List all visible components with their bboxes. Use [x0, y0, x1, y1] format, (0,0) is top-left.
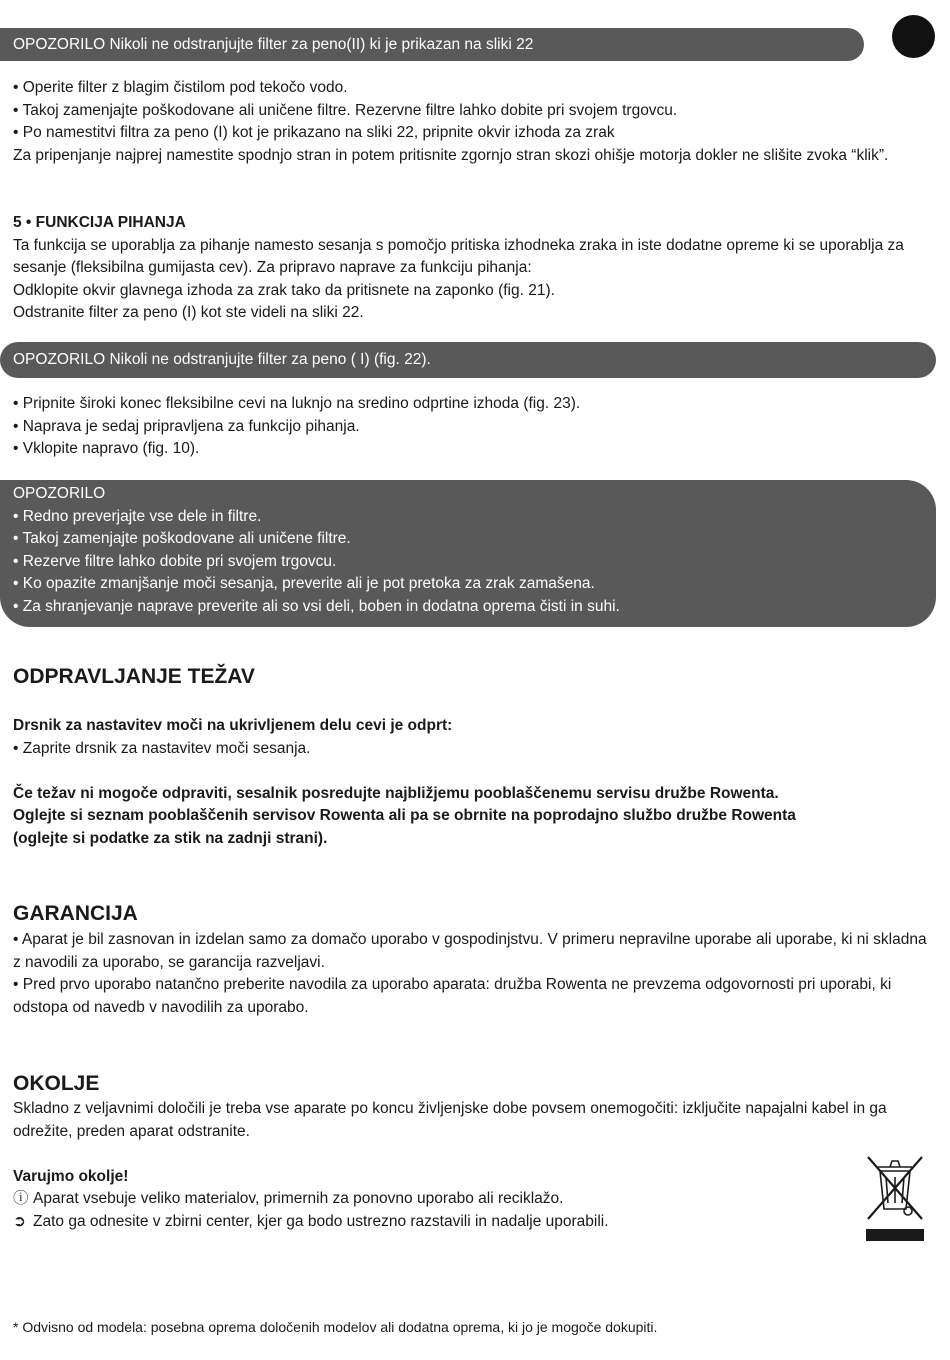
environment-info-text: Aparat vsebuje veliko materialov, primernih za ponovno uporabo ali reciklažo.	[33, 1190, 564, 1207]
blowing-function-intro: Ta funkcija se uporablja za pihanje namesto sesanja s pomočjo pritiska izhodneka zraka in iste dodatne opreme ki se uporablja za sesanje (fleksibilna gumijasta cev). Za pripravo naprave za funkciju pihanja:	[13, 236, 904, 276]
troubleshooting-service-line-2: Oglejte si seznam pooblaščenih servisov Rowenta ali pa se obrnite na poprodajno službo družbe Rowenta	[13, 807, 796, 824]
environment-info-line	[13, 1188, 938, 1211]
warning-box-item: • Redno preverjajte vse dele in filtre.	[13, 507, 262, 525]
filter-step-4: Za pripenjanje najprej namestite spodnjo stran in potem pritisnite zgornjo stran skozi ohišje motorja dokler ne slišite zvoka “klik”.	[13, 146, 889, 164]
troubleshooting-service-line-3: (oglejte si podatke za stik na zadnji strani).	[13, 829, 328, 847]
environment-section	[13, 1098, 938, 1233]
warning-box-item: • Takoj zamenjajte poškodovane ali uničene filtre.	[13, 530, 351, 547]
warning-bar-foam-filter-2: OPOZORILO Nikoli ne odstranjujte filter za peno ( I) (fig. 22).	[0, 342, 936, 378]
troubleshooting-section	[13, 715, 938, 850]
blowing-step: • Naprava je sedaj pripravljena za funkcijo pihanja.	[13, 417, 360, 435]
environment-heading: OKOLJE	[13, 1072, 100, 1095]
blowing-step: • Pripnite široki konec fleksibilne cevi na luknjo na sredino odprtine izhoda (fig. 23).	[13, 395, 581, 412]
environment-subheading: Varujmo okolje!	[13, 1167, 129, 1185]
warning-box-item: • Za shranjevanje naprave preverite ali so vsi deli, boben in dodatna oprema čisti in suhi.	[13, 597, 620, 615]
warning-box	[0, 480, 936, 627]
environment-arrow-line	[13, 1211, 938, 1234]
blowing-function-section	[13, 212, 938, 325]
warning-bar-foam-filter: OPOZORILO Nikoli ne odstranjujte filter za peno(II) ki je prikazan na sliki 22	[0, 28, 864, 61]
filter-step-3: • Po namestitvi filtra za peno (I) kot je prikazano na sliki 22, pripnite okvir izhoda za zrak	[13, 124, 615, 141]
environment-paragraph: Skladno z veljavnimi določili je treba vse aparate po koncu življenjske dobe povsem onemogočiti: izključite napajalni kabel in ga odrežite, preden aparat odstranite.	[13, 1100, 887, 1140]
warning-box-item: • Ko opazite zmanjšanje moči sesanja, preverite ali je pot pretoka za zrak zamašena.	[13, 575, 595, 592]
warranty-paragraph-2: • Pred prvo uporabo natančno preberite navodila za uporabo aparata: družba Rowenta ne prevzema odgovornosti pri uporabi, ki odstopa od navedb v navodilih za uporabo.	[13, 976, 892, 1016]
blowing-function-step-1: Odklopite okvir glavnega izhoda za zrak tako da pritisnete na zaponko (fig. 21).	[13, 281, 555, 299]
filter-step-2: • Takoj zamenjajte poškodovane ali uničene filtre. Rezervne filtre lahko dobite pri svojem trgovcu.	[13, 101, 678, 119]
warranty-paragraph-1: • Aparat je bil zasnovan in izdelan samo za domačo uporabo v gospodinjstvu. V primeru nepravilne uporabe ali uporabe, ki ni skladna z navodili za uporabo, se garancija razveljavi.	[13, 931, 927, 971]
warranty-section	[13, 929, 938, 1019]
troubleshooting-problem: Drsnik za nastavitev moči na ukrivljenem delu cevi je odprt:	[13, 717, 453, 734]
troubleshooting-heading: ODPRAVLJANJE TEŽAV	[13, 665, 255, 688]
blowing-function-step-2: Odstranite filter za peno (I) kot ste videli na sliki 22.	[13, 304, 364, 321]
filter-steps	[13, 77, 938, 167]
arrow-icon: ➲	[13, 1212, 26, 1230]
warranty-heading: GARANCIJA	[13, 902, 138, 925]
info-icon: ⓘ	[13, 1190, 29, 1207]
blowing-steps	[13, 393, 938, 461]
troubleshooting-service-line-1: Če težav ni mogoče odpraviti, sesalnik posredujte najbližjemu pooblaščenemu servisu družbe Rowenta.	[13, 784, 779, 802]
environment-arrow-text: Zato ga odnesite v zbirni center, kjer ga bodo ustrezno razstavili in nadalje uporabili.	[33, 1212, 609, 1230]
crossed-out-wheelie-bin-icon	[864, 1153, 926, 1245]
warning-box-title: OPOZORILO	[13, 485, 106, 502]
troubleshooting-solution: • Zaprite drsnik za nastavitev moči sesanja.	[13, 739, 311, 757]
page-tab-marker	[892, 15, 935, 58]
filter-step-1: • Operite filter z blagim čistilom pod tekočo vodo.	[13, 79, 348, 96]
blowing-function-title: 5 • FUNKCIJA PIHANJA	[13, 214, 186, 231]
blowing-step: • Vklopite napravo (fig. 10).	[13, 440, 200, 457]
footnote: * Odvisno od modela: posebna oprema določenih modelov ali dodatna oprema, ki jo je mogoče dokupiti.	[13, 1319, 658, 1335]
warning-box-item: • Rezerve filtre lahko dobite pri svojem trgovcu.	[13, 552, 337, 570]
